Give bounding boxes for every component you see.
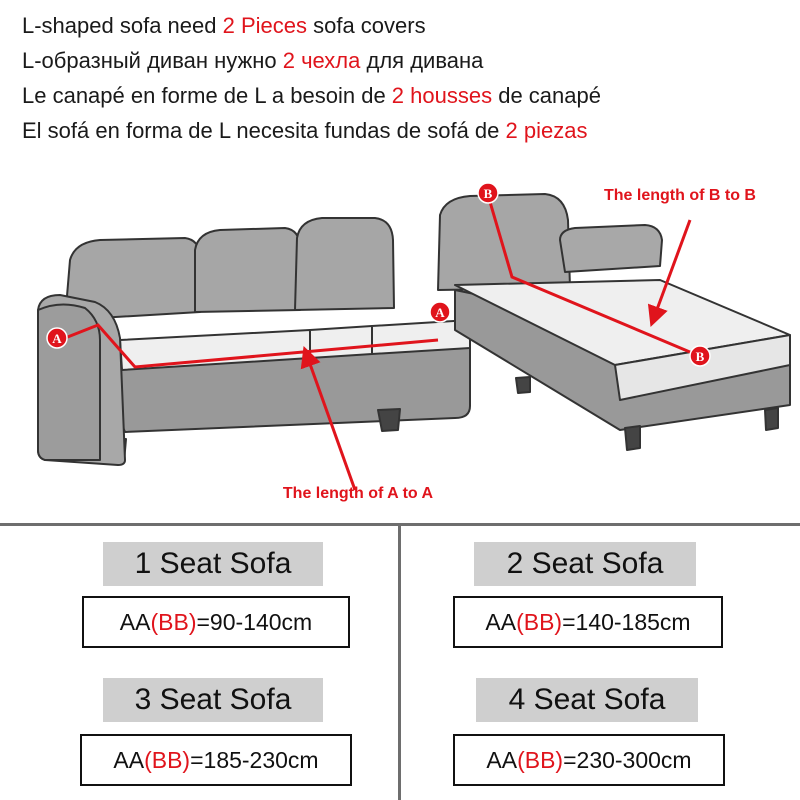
marker-a-right [430,302,450,322]
svg-text:B: B [695,349,705,364]
svg-text:A: A [435,305,445,320]
marker-a-left [47,328,67,348]
piece-count-highlight: 2 Pieces [222,13,307,38]
intro-line-english: L-shaped sofa need 2 Pieces sofa covers [22,13,426,38]
size-cell-1-seat [0,532,400,667]
a-to-a-label: The length of A to A [282,485,434,502]
chaise-armrest [560,225,662,272]
intro-line-russian: L-образный диван нужно 2 чехла для дивана [22,48,484,73]
intro-text [22,8,792,148]
chaise-back-cushion [438,194,570,290]
sofa-leg [378,409,400,431]
size-range-box: AA(BB)=185-230cm [80,734,352,786]
marker-b-bottom [690,346,710,366]
b-to-b-label: The length of B to B [604,187,756,204]
svg-text:B: B [483,186,493,201]
piece-count-highlight: 2 чехла [282,48,361,73]
size-range-box: AA(BB)=140-185cm [453,596,723,648]
sofa-back-cushion [195,228,300,312]
intro-line-spanish: El sofá en forma de L necesita fundas de sofá de 2 piezas [22,118,588,143]
marker-b-top [478,183,498,203]
sofa-back-cushion [295,218,394,310]
svg-text:A: A [52,331,62,346]
size-title: 3 Seat Sofa [103,678,323,722]
sofa-measurement-illustration [0,160,800,520]
chaise-leg [516,377,530,393]
size-cell-2-seat [400,532,800,667]
intro-line-french: Le canapé en forme de L a besoin de 2 housses de canapé [22,83,601,108]
size-title: 1 Seat Sofa [103,542,323,586]
size-range-box: AA(BB)=90-140cm [82,596,350,648]
size-title: 2 Seat Sofa [474,542,696,586]
sofa-seat-cushion [310,326,372,358]
chaise-leg [765,408,778,430]
piece-count-highlight: 2 piezas [505,118,588,143]
size-cell-3-seat [0,668,400,800]
chaise-sofa-drawing [438,194,790,450]
size-range-box: AA(BB)=230-300cm [453,734,725,786]
chaise-leg [625,426,640,450]
piece-count-highlight: 2 housses [391,83,493,108]
size-title: 4 Seat Sofa [476,678,698,722]
size-cell-4-seat [400,668,800,800]
